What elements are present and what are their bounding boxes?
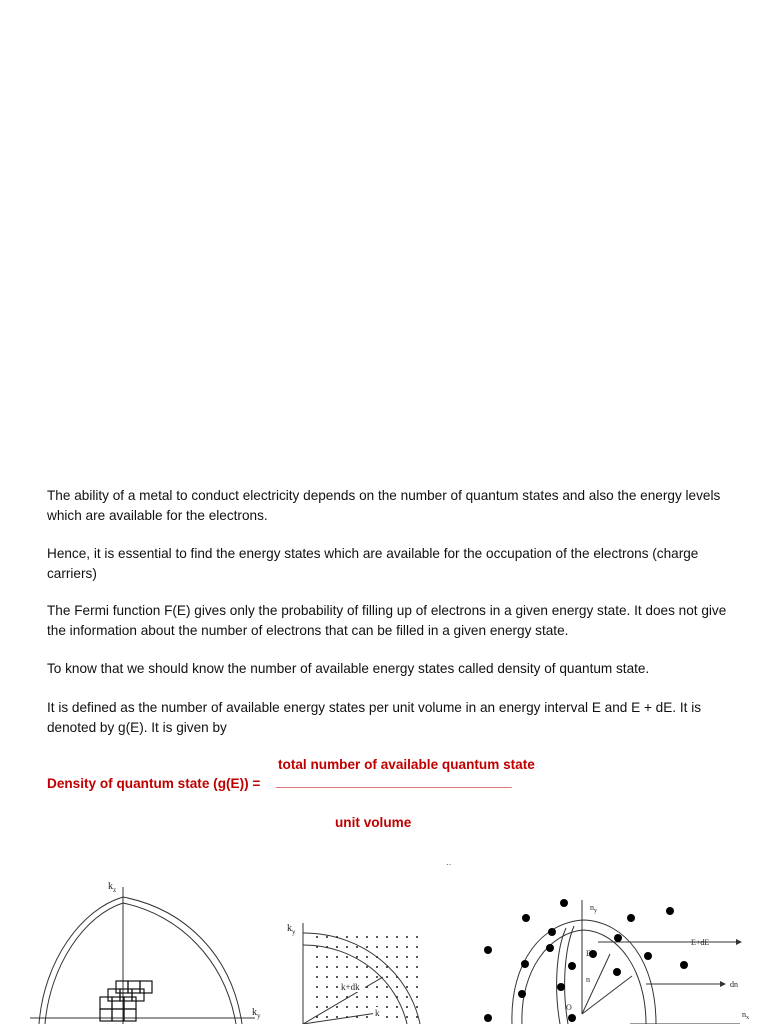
lattice-dot	[406, 946, 408, 948]
lattice-dot	[316, 936, 318, 938]
lattice-dot	[366, 956, 368, 958]
lattice-dot	[336, 976, 338, 978]
lattice-dot	[346, 1006, 348, 1008]
ny-axis-label: $n_y$	[590, 903, 597, 914]
lattice-dot	[366, 976, 368, 978]
lattice-dot	[416, 1016, 418, 1018]
lattice-dot	[416, 1006, 418, 1008]
lattice-dot	[326, 946, 328, 948]
lattice-dot	[366, 996, 368, 998]
paragraph-energy-states: Hence, it is essential to find the energy states which are available for the occupation of the electrons (charge carriers)	[47, 546, 699, 581]
lattice-dot	[376, 966, 378, 968]
lattice-dot	[326, 976, 328, 978]
lattice-dot	[356, 956, 358, 958]
kz-axis-label: $k_z$	[108, 881, 117, 894]
lattice-dot	[376, 956, 378, 958]
lattice-dot	[356, 1006, 358, 1008]
lattice-dot	[326, 1016, 328, 1018]
lattice-dot	[386, 986, 388, 988]
lattice-dot	[346, 956, 348, 958]
lattice-dot	[376, 976, 378, 978]
lattice-dot	[396, 976, 398, 978]
lattice-dot	[386, 976, 388, 978]
origin-label: O	[566, 1003, 572, 1012]
lattice-dot	[376, 986, 378, 988]
k-space-octant-figure	[30, 875, 280, 1024]
lattice-dot	[396, 1006, 398, 1008]
lattice-dot	[316, 1006, 318, 1008]
lattice-dot	[416, 956, 418, 958]
lattice-dot	[336, 956, 338, 958]
lattice-dot	[406, 976, 408, 978]
lattice-dot	[346, 976, 348, 978]
lattice-dot	[316, 976, 318, 978]
lattice-dot	[326, 1006, 328, 1008]
lattice-dot	[326, 956, 328, 958]
lattice-dot	[316, 986, 318, 988]
lattice-dot	[406, 986, 408, 988]
lattice-dot	[316, 956, 318, 958]
lattice-dot	[346, 1016, 348, 1018]
lattice-dot	[386, 996, 388, 998]
lattice-dot	[396, 966, 398, 968]
lattice-dot	[416, 936, 418, 938]
lattice-dot	[376, 946, 378, 948]
lattice-dot	[356, 976, 358, 978]
lattice-dot	[406, 1016, 408, 1018]
paragraph-conductivity: The ability of a metal to conduct electricity depends on the number of quantum states and also the energy levels which are available for the electrons.	[47, 488, 721, 523]
formula-numerator: total number of available quantum state	[278, 757, 535, 772]
lattice-dot	[346, 936, 348, 938]
paragraph-definition: It is defined as the number of available energy states per unit volume in an energy interval E and E + dE. It is denoted by g(E). It is given by	[47, 700, 702, 735]
lattice-dot	[366, 946, 368, 948]
lattice-dot	[366, 1016, 368, 1018]
lattice-dot	[326, 936, 328, 938]
n-space-sphere-figure	[470, 890, 768, 1024]
lattice-dot	[416, 996, 418, 998]
lattice-dot	[376, 996, 378, 998]
lattice-dot	[336, 936, 338, 938]
lattice-dot	[386, 1006, 388, 1008]
k-plus-dk-label: k+dk	[341, 982, 360, 992]
lattice-dot	[336, 986, 338, 988]
lattice-dot	[406, 996, 408, 998]
lattice-dot	[386, 936, 388, 938]
paragraph-fermi-function: The Fermi function F(E) gives only the probability of filling up of electrons in a given energy state. It does not give the information about the number of electrons that can be filled in a given energy state.	[47, 603, 727, 638]
lattice-dot	[406, 956, 408, 958]
lattice-dot	[396, 946, 398, 948]
lattice-dot	[336, 946, 338, 948]
formula-fraction-bar: ________________________________	[276, 774, 512, 789]
lattice-dot	[386, 1016, 388, 1018]
energy-plus-de-label: E+dE	[691, 938, 710, 947]
k-space-lattice-shell-figure	[285, 915, 430, 1024]
lattice-dot	[346, 966, 348, 968]
lattice-dot	[336, 996, 338, 998]
nx-axis-label: $n_x$	[742, 1010, 749, 1021]
lattice-dot	[336, 1006, 338, 1008]
lattice-dot	[366, 986, 368, 988]
lattice-dot	[346, 946, 348, 948]
lattice-dot	[366, 966, 368, 968]
lattice-dot	[316, 966, 318, 968]
k-label: k	[375, 1008, 380, 1018]
lattice-dot	[396, 956, 398, 958]
lattice-dot	[326, 966, 328, 968]
lattice-dot	[336, 966, 338, 968]
lattice-dot	[396, 1016, 398, 1018]
lattice-dot	[376, 936, 378, 938]
lattice-dot	[326, 996, 328, 998]
lattice-dot	[386, 956, 388, 958]
lattice-dot	[356, 946, 358, 948]
lattice-dot	[396, 936, 398, 938]
lattice-dot	[316, 946, 318, 948]
lattice-dot	[316, 1016, 318, 1018]
lattice-cube-icon	[100, 981, 152, 1021]
lattice-dot	[386, 966, 388, 968]
lattice-dot	[416, 966, 418, 968]
lattice-dot	[406, 1006, 408, 1008]
lattice-dot	[336, 1016, 338, 1018]
lattice-dot	[406, 936, 408, 938]
lattice-dot	[386, 946, 388, 948]
lattice-dot	[316, 996, 318, 998]
stray-mark: ‥	[446, 858, 452, 867]
lattice-dot	[406, 966, 408, 968]
lattice-dot	[396, 996, 398, 998]
lattice-dot	[346, 996, 348, 998]
lattice-dot	[366, 1006, 368, 1008]
lattice-dot	[356, 996, 358, 998]
paragraph-density-intro: To know that we should know the number of available energy states called density of quantum state.	[47, 661, 650, 676]
energy-label: E	[586, 949, 591, 958]
state-points	[484, 899, 688, 1022]
dn-label: dn	[730, 980, 738, 989]
ky-axis-label: $k_y$	[287, 923, 296, 936]
lattice-dot	[416, 946, 418, 948]
n-label: n	[586, 975, 590, 984]
lattice-dot	[326, 986, 328, 988]
lattice-dot	[356, 966, 358, 968]
lattice-dot	[366, 936, 368, 938]
lattice-dot	[396, 986, 398, 988]
lattice-dot	[356, 1016, 358, 1018]
formula-denominator: unit volume	[335, 815, 412, 830]
lattice-dot	[416, 976, 418, 978]
lattice-dot	[356, 936, 358, 938]
ky-axis-label: $k_y$	[252, 1007, 261, 1020]
lattice-dot	[416, 986, 418, 988]
formula-lhs: Density of quantum state (g(E)) =	[47, 776, 261, 791]
